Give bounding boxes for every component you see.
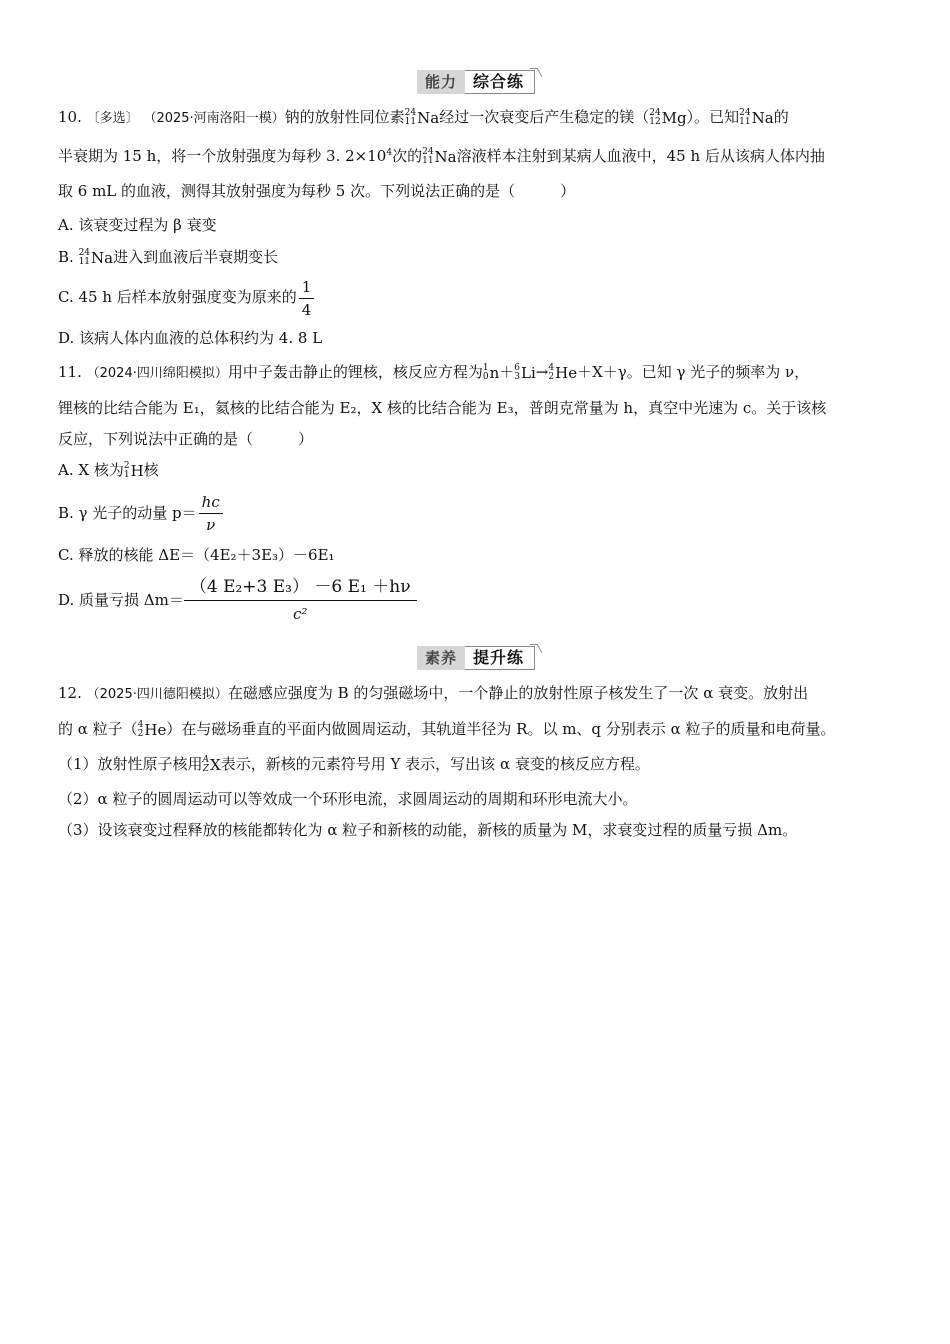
worksheet-page [58, 70, 894, 844]
isotope-na: 24 11 Na [78, 248, 114, 267]
isotope-x: A Z X [202, 754, 221, 774]
banner-label-right: 综合练 [465, 70, 535, 94]
reaction-arrow: → [535, 362, 549, 381]
q12-text: 在磁感应强度为 B 的匀强磁场中，一个静止的放射性原子核发生了一次 α 衰变。放射出 [227, 683, 809, 702]
isotope-li: 6 3 Li [514, 362, 536, 382]
banner-label-left: 素养 [417, 646, 465, 670]
q12-stem-line1 [58, 676, 894, 712]
q10-text: 钠的放射性同位素 [284, 108, 405, 126]
q12-source: （2025·四川德阳模拟） [86, 686, 228, 702]
option-text: B. γ 光子的动量 p＝ [58, 503, 197, 522]
fraction-hc-over-nu: $\frac{hc}{\nu}$ [199, 491, 223, 536]
isotope-he: 4 2 He [137, 719, 167, 739]
section-banner-ability [58, 70, 894, 94]
q10-text: 次的 [392, 147, 423, 165]
q11-stem-line2: 锂核的比结合能为 E₁，氦核的比结合能为 E₂，X 核的比结合能为 E₃，普朗克常量为 h，真空中光速为 c。关于该核 [58, 398, 827, 417]
q12-stem-line2 [58, 712, 894, 747]
q11-option-c: C. 释放的核能 ΔE＝（4E₂＋3E₃）－6E₁ [58, 545, 335, 564]
q10-text: 的 [773, 108, 789, 126]
plus-sign: ＋ [499, 362, 515, 381]
isotope-h2: 2 1 H [123, 460, 144, 480]
fraction-one-quarter: $\frac{1}{4}$ [299, 276, 315, 321]
q10-source: （2025·河南洛阳一模） [143, 111, 285, 126]
q10-text: 半衰期为 15 h，将一个放射强度为每秒 3. 2×10 [58, 147, 387, 165]
q12-part-1 [58, 747, 894, 782]
q11-stem-line3: 反应，下列说法中正确的是（ ） [58, 429, 314, 448]
option-text: 进入到血液后半衰期变长 [113, 248, 279, 266]
isotope-neutron: 1 0 n [482, 362, 500, 382]
q12-number: 12. [58, 683, 82, 702]
q10-stem-line3: 取 6 mL 的血液，测得其放射强度为每秒 5 次。下列说法正确的是（ ） [58, 182, 576, 200]
q10-text: 经过一次衰变后产生稳定的镁（ [439, 108, 650, 126]
isotope-he: 4 2 He [548, 362, 578, 382]
q10-option-d: D. 该病人体内血液的总体积约为 4. 8 L [58, 328, 323, 347]
option-text: 核 [143, 460, 159, 479]
isotope-na: 24 11 Na [422, 147, 457, 166]
q11-stem-line1 [58, 355, 894, 391]
banner-label-right: 提升练 [465, 646, 535, 670]
q10-option-b [58, 242, 894, 273]
q12-text: 的 α 粒子（ [58, 719, 138, 738]
section-banner-literacy [58, 646, 894, 670]
q10-exponent: 4 [386, 148, 393, 158]
option-text: C. 45 h 后样本放射强度变为原来的 [58, 288, 297, 306]
isotope-mg: 24 12 Mg [649, 108, 687, 127]
q10-stem-line1 [58, 100, 894, 136]
q12-part-2: （2）α 粒子的圆周运动可以等效成一个环形电流，求圆周运动的周期和环形电流大小。 [58, 789, 638, 808]
q10-tag: 〔多选〕 [86, 111, 139, 126]
q11-option-a [58, 455, 894, 486]
question-12 [58, 676, 894, 844]
q12-text: ）在与磁场垂直的平面内做圆周运动，其轨道半径为 R。以 m、q 分别表示 α 粒子的质量和电荷量。 [166, 719, 836, 738]
q12-text: （1）放射性原子核用 [58, 754, 203, 773]
isotope-na: 24 11 Na [404, 108, 440, 127]
isotope-na: 24 11 Na [739, 108, 774, 127]
q12-part-3: （3）设该衰变过程释放的核能都转化为 α 粒子和新核的动能，新核的质量为 M，求衰变过程的质量亏损 Δm。 [58, 820, 798, 839]
q11-option-d [58, 572, 894, 628]
q11-text: ＋X＋γ。已知 γ 光子的频率为 ν， [577, 362, 810, 381]
q11-option-b [58, 488, 894, 538]
q10-stem-line2 [58, 136, 894, 174]
banner-label-left: 能力 [417, 70, 465, 94]
q11-source: （2024·四川绵阳模拟） [86, 365, 228, 381]
q10-text: ）。已知 [686, 108, 740, 126]
q11-text: 用中子轰击静止的锂核，核反应方程为 [227, 362, 483, 381]
option-text: A. X 核为 [58, 460, 124, 479]
q12-text: 表示，新核的元素符号用 Y 表示，写出该 α 衰变的核反应方程。 [220, 754, 650, 773]
q10-option-c [58, 275, 894, 321]
q10-option-a: A. 该衰变过程为 β 衰变 [58, 216, 217, 234]
option-text: D. 质量亏损 Δm＝ [58, 590, 184, 609]
question-11 [58, 355, 894, 628]
q11-number: 11. [58, 362, 82, 381]
q10-text: 溶液样本注射到某病人血液中，45 h 后从该病人体内抽 [456, 147, 825, 165]
option-label: B. [58, 248, 74, 266]
question-10 [58, 100, 894, 353]
q10-number: 10. [58, 108, 82, 126]
fraction-mass-defect: $\frac{\text{（4 E₂+3 E₃） －6 E₁ ＋hν}}{\text{c²}}$ [184, 574, 417, 627]
